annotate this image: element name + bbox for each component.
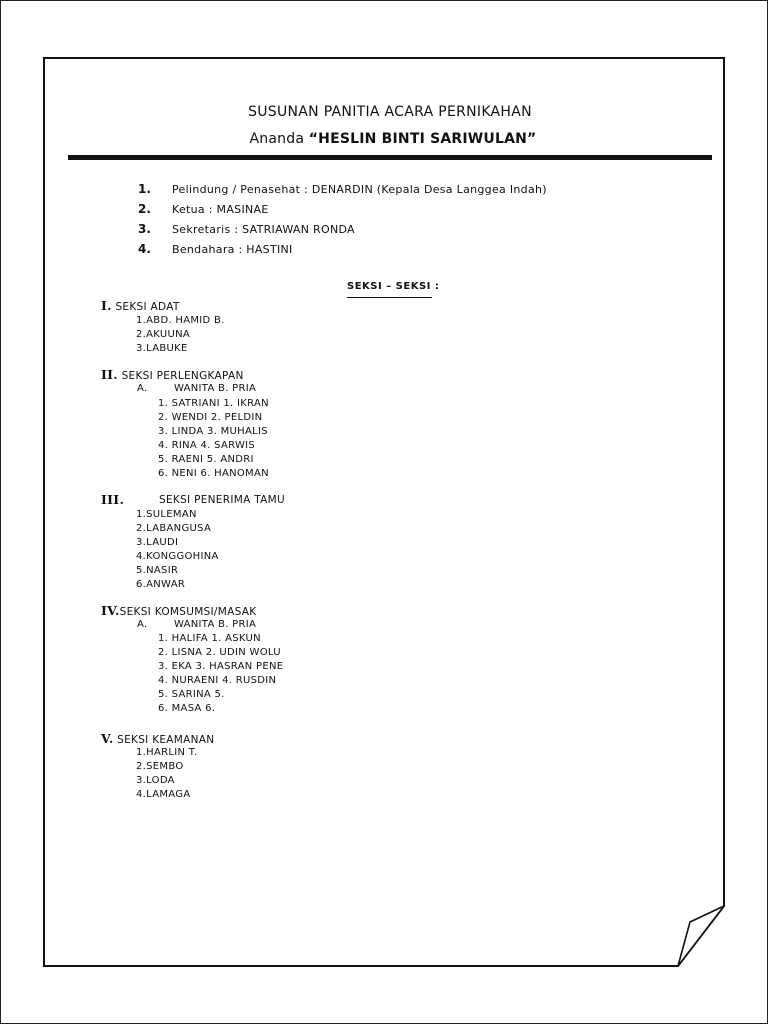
list-item: 3. EKA 3. HASRAN PENE xyxy=(158,661,284,672)
title-rule xyxy=(68,155,712,160)
document-subtitle xyxy=(0,131,768,147)
list-item: 3. LINDA 3. MUHALIS xyxy=(158,426,268,437)
section-roman: II. xyxy=(101,367,118,382)
section-title: SEKSI KOMSUMSI/MASAK xyxy=(119,606,257,618)
section-roman: V. xyxy=(101,731,114,746)
list-item: 3.LAUDI xyxy=(136,537,179,548)
list-item: 1.SULEMAN xyxy=(136,509,197,520)
list-item: 4.LAMAGA xyxy=(136,789,191,800)
section-heading-3 xyxy=(101,492,124,507)
officer-number: 3. xyxy=(138,222,151,236)
list-item: 2.SEMBO xyxy=(136,761,184,772)
section-heading-5 xyxy=(101,731,214,746)
list-item: 1.HARLIN T. xyxy=(136,747,198,758)
officer-row xyxy=(138,202,269,220)
section-roman: III. xyxy=(101,492,125,507)
list-item: 2.LABANGUSA xyxy=(136,523,212,534)
section-roman: I. xyxy=(101,298,112,313)
list-item: 6. NENI 6. HANOMAN xyxy=(158,468,269,479)
section-heading-4 xyxy=(101,603,256,618)
subtitle-name: “HESLIN BINTI SARIWULAN” xyxy=(308,131,537,147)
officer-row xyxy=(138,242,293,260)
officer-text: Sekretaris : SATRIAWAN RONDA xyxy=(172,223,355,236)
officer-number: 4. xyxy=(138,242,151,256)
subtitle-prefix: Ananda xyxy=(249,131,309,147)
section-title: SEKSI ADAT xyxy=(111,301,180,313)
list-item: 1. HALIFA 1. ASKUN xyxy=(158,633,261,644)
list-item: 1. SATRIANI 1. IKRAN xyxy=(158,398,269,409)
list-item: 2. WENDI 2. PELDIN xyxy=(158,412,263,423)
subsection-title: WANITA B. PRIA xyxy=(174,619,257,630)
section-heading-1 xyxy=(101,298,180,313)
list-item: 3.LODA xyxy=(136,775,175,786)
section-title: SEKSI PERLENGKAPAN xyxy=(117,370,244,382)
list-item: 1.ABD. HAMID B. xyxy=(136,315,225,326)
list-item: 5. RAENI 5. ANDRI xyxy=(158,454,254,465)
document-title: SUSUNAN PANITIA ACARA PERNIKAHAN xyxy=(248,104,532,120)
officer-text: Pelindung / Penasehat : DENARDIN (Kepala Desa Langgea Indah) xyxy=(172,183,547,196)
seksi-heading: SEKSI – SEKSI : xyxy=(347,281,440,292)
section-heading-2 xyxy=(101,367,244,382)
officer-number: 1. xyxy=(138,182,151,196)
officer-text: Ketua : MASINAE xyxy=(172,203,269,216)
list-item: 5. SARINA 5. xyxy=(158,689,225,700)
list-item: 2. LISNA 2. UDIN WOLU xyxy=(158,647,281,658)
officer-number: 2. xyxy=(138,202,151,216)
subsection-label: A. xyxy=(137,383,148,394)
list-item: 6. MASA 6. xyxy=(158,703,216,714)
officer-row xyxy=(138,182,547,200)
officer-row xyxy=(138,222,355,240)
section-title: SEKSI KEAMANAN xyxy=(113,734,215,746)
subsection-label: A. xyxy=(137,619,148,630)
list-item: 6.ANWAR xyxy=(136,579,186,590)
officer-text: Bendahara : HASTINI xyxy=(172,243,293,256)
section-title: SEKSI PENERIMA TAMU xyxy=(159,494,285,506)
list-item: 2.AKUUNA xyxy=(136,329,191,340)
list-item: 3.LABUKE xyxy=(136,343,188,354)
seksi-underline xyxy=(347,297,432,298)
section-roman: IV. xyxy=(101,603,120,618)
list-item: 5.NASIR xyxy=(136,565,179,576)
list-item: 4. RINA 4. SARWIS xyxy=(158,440,256,451)
subsection-title: WANITA B. PRIA xyxy=(174,383,257,394)
list-item: 4.KONGGOHINA xyxy=(136,551,219,562)
list-item: 4. NURAENI 4. RUSDIN xyxy=(158,675,277,686)
